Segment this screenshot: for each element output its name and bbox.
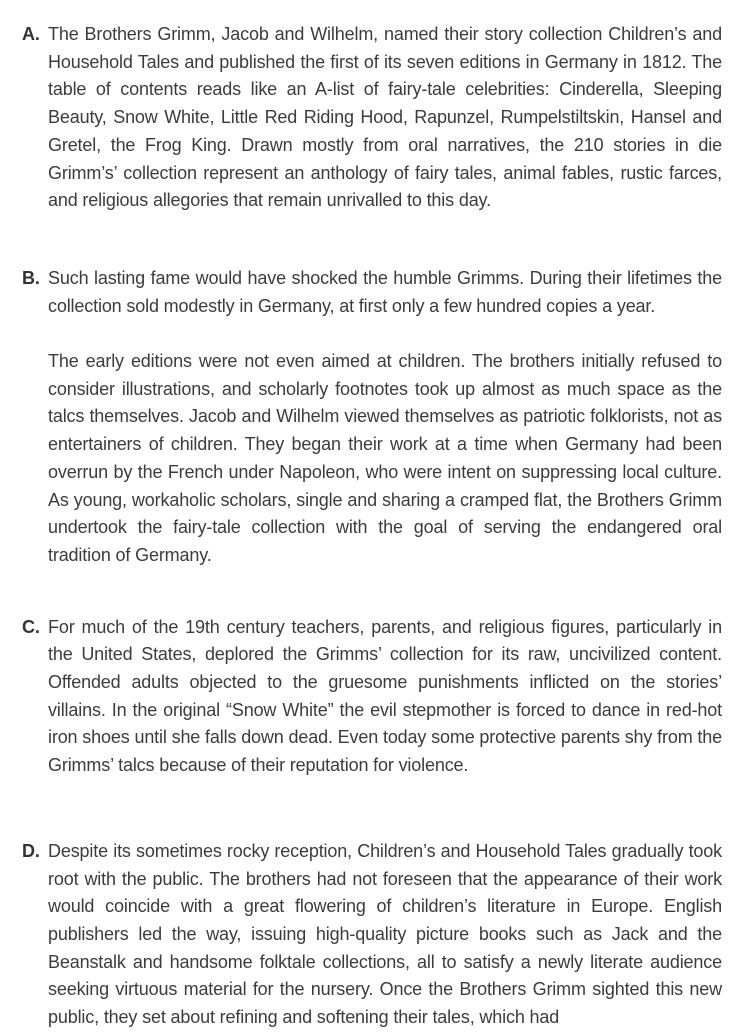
- paragraph-b-label: B.: [22, 267, 40, 288]
- paragraph-c-body: [48, 614, 722, 780]
- paragraph-c-label: C.: [22, 616, 40, 637]
- paragraph-b-body: [48, 265, 722, 570]
- paragraph-b-text-1: Such lasting fame would have shocked the humble Grimms. During their lifetimes the collection sold modestly in Germany, at first only a few hundred copies a year.: [48, 267, 722, 316]
- paragraph-b: [22, 265, 722, 570]
- paragraph-d: [22, 838, 722, 1032]
- paragraph-a-text: The Brothers Grimm, Jacob and Wilhelm, named their story collection Children’s and Household Tales and published the first of its seven editions in Germany in 1812. The table of contents reads like an A-list of fairy-tale celebrities: Cinderella, Sleeping Beauty, Snow White, Little Red Riding Hood, Rapunzel, Rumpelstiltskin, Hansel and Gretel, the Frog King. Drawn mostly from oral narratives, the 210 stories in die Grimm’s’ collection represent an anthology of fairy tales, animal fables, rustic farces, and religious allegories that remain unrivalled to this day.: [48, 24, 722, 211]
- paragraph-d-text: Despite its sometimes rocky reception, Children’s and Household Tales gradually took root with the public. The brothers had not foreseen that the appearance of their work would coincide with a great flowering of children’s literature in Europe. English publishers led the way, issuing high-quality picture books such as Jack and the Beanstalk and handsome folktale collections, all to satisfy a newly literate audience seeking virtuous material for the nursery. Once the Brothers Grimm sighted this new public, they set about refining and softening their tales, which had: [48, 840, 722, 1028]
- paragraph-c-text: For much of the 19th century teachers, parents, and religious figures, particularly in the United States, deplored the Grimms’ collection for its raw, uncivilized content. Offended adults objected to the gruesome punishments inflicted on the stories’ villains. In the original “Snow White” the evil stepmother is forced to dance in red-hot iron shoes until she falls down dead. Even today some protective parents shy from the Grimms’ talcs because of their reputation for violence.: [48, 616, 722, 776]
- paragraph-d-body: [48, 838, 722, 1032]
- paragraph-a-label: A.: [22, 24, 40, 44]
- paragraph-a: [22, 21, 722, 215]
- paragraph-c: [22, 614, 722, 780]
- paragraph-a-body: [48, 21, 722, 215]
- paragraph-d-label: D.: [22, 840, 40, 861]
- paragraph-b-text-2: The early editions were not even aimed at children. The brothers initially refused to consider illustrations, and scholarly footnotes took up almost as much space as the talcs themselves. Jacob and Wilhelm viewed themselves as patriotic folklorists, not as entertainers of children. They began their work at a time when Germany had been overrun by the French under Napoleon, who were intent on suppressing local culture. As young, workaholic scholars, single and sharing a cramped flat, the Brothers Grimm undertook the fairy-tale collection with the goal of serving the endangered oral tradition of Germany.: [48, 351, 722, 565]
